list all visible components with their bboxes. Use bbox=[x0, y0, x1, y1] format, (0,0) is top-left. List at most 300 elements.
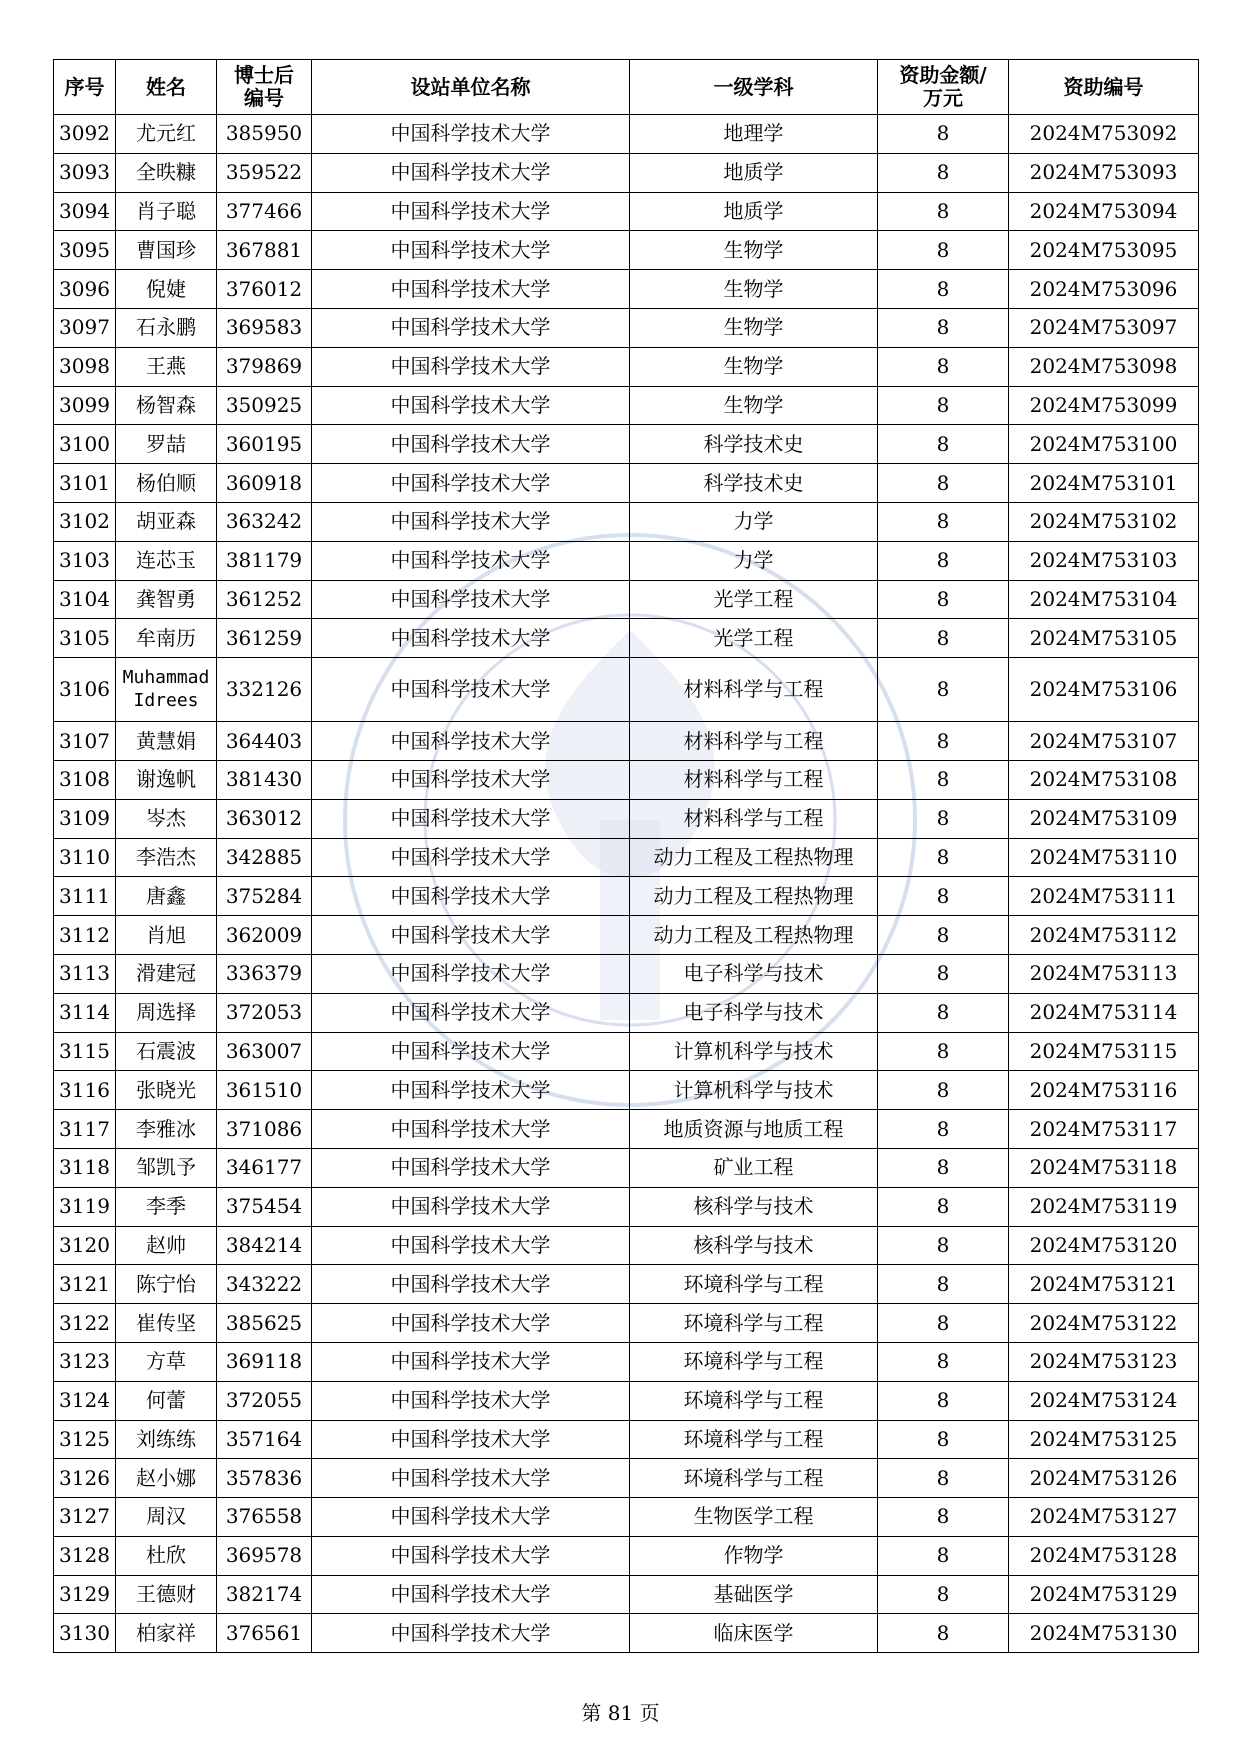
cell-discipline: 力学 bbox=[630, 502, 878, 541]
table-row bbox=[54, 799, 1199, 838]
cell-amount: 8 bbox=[878, 619, 1009, 658]
cell-grant-id: 2024M753106 bbox=[1009, 658, 1199, 722]
table-row bbox=[54, 308, 1199, 347]
cell-station: 中国科学技术大学 bbox=[312, 954, 630, 993]
cell-amount: 8 bbox=[878, 658, 1009, 722]
cell-grant-id: 2024M753129 bbox=[1009, 1575, 1199, 1614]
cell-amount: 8 bbox=[878, 1265, 1009, 1304]
cell-grant-id: 2024M753115 bbox=[1009, 1032, 1199, 1071]
cell-station: 中国科学技术大学 bbox=[312, 1536, 630, 1575]
cell-postdoc-id: 375284 bbox=[217, 877, 312, 916]
cell-discipline: 地质学 bbox=[630, 192, 878, 231]
header-name: 姓名 bbox=[116, 60, 217, 115]
cell-grant-id: 2024M753098 bbox=[1009, 347, 1199, 386]
cell-postdoc-id: 369578 bbox=[217, 1536, 312, 1575]
cell-seq: 3093 bbox=[54, 153, 116, 192]
cell-grant-id: 2024M753118 bbox=[1009, 1148, 1199, 1187]
cell-station: 中国科学技术大学 bbox=[312, 115, 630, 154]
table-row bbox=[54, 760, 1199, 799]
table-row bbox=[54, 1498, 1199, 1537]
table-row bbox=[54, 722, 1199, 761]
cell-discipline: 基础医学 bbox=[630, 1575, 878, 1614]
cell-postdoc-id: 361259 bbox=[217, 619, 312, 658]
table-row bbox=[54, 1226, 1199, 1265]
cell-name: 周汉 bbox=[116, 1498, 217, 1537]
cell-station: 中国科学技术大学 bbox=[312, 1265, 630, 1304]
table-row bbox=[54, 1187, 1199, 1226]
cell-seq: 3117 bbox=[54, 1110, 116, 1149]
table-row bbox=[54, 1459, 1199, 1498]
cell-name: 石震波 bbox=[116, 1032, 217, 1071]
cell-seq: 3127 bbox=[54, 1498, 116, 1537]
cell-discipline: 生物学 bbox=[630, 386, 878, 425]
cell-discipline: 环境科学与工程 bbox=[630, 1381, 878, 1420]
cell-amount: 8 bbox=[878, 993, 1009, 1032]
cell-station: 中国科学技术大学 bbox=[312, 1187, 630, 1226]
cell-name: 杨伯顺 bbox=[116, 464, 217, 503]
cell-grant-id: 2024M753126 bbox=[1009, 1459, 1199, 1498]
cell-grant-id: 2024M753125 bbox=[1009, 1420, 1199, 1459]
cell-grant-id: 2024M753096 bbox=[1009, 270, 1199, 309]
cell-discipline: 地理学 bbox=[630, 115, 878, 154]
cell-amount: 8 bbox=[878, 425, 1009, 464]
cell-station: 中国科学技术大学 bbox=[312, 541, 630, 580]
cell-seq: 3118 bbox=[54, 1148, 116, 1187]
cell-grant-id: 2024M753130 bbox=[1009, 1614, 1199, 1653]
cell-postdoc-id: 375454 bbox=[217, 1187, 312, 1226]
cell-grant-id: 2024M753094 bbox=[1009, 192, 1199, 231]
cell-station: 中国科学技术大学 bbox=[312, 1304, 630, 1343]
cell-amount: 8 bbox=[878, 502, 1009, 541]
cell-name: 周选择 bbox=[116, 993, 217, 1032]
table-row bbox=[54, 993, 1199, 1032]
cell-discipline: 科学技术史 bbox=[630, 464, 878, 503]
cell-amount: 8 bbox=[878, 1187, 1009, 1226]
cell-grant-id: 2024M753128 bbox=[1009, 1536, 1199, 1575]
cell-grant-id: 2024M753102 bbox=[1009, 502, 1199, 541]
cell-amount: 8 bbox=[878, 1381, 1009, 1420]
cell-seq: 3124 bbox=[54, 1381, 116, 1420]
cell-discipline: 力学 bbox=[630, 541, 878, 580]
cell-station: 中国科学技术大学 bbox=[312, 916, 630, 955]
cell-name: 王燕 bbox=[116, 347, 217, 386]
cell-station: 中国科学技术大学 bbox=[312, 993, 630, 1032]
cell-station: 中国科学技术大学 bbox=[312, 1226, 630, 1265]
cell-seq: 3094 bbox=[54, 192, 116, 231]
cell-discipline: 核科学与技术 bbox=[630, 1187, 878, 1226]
cell-amount: 8 bbox=[878, 580, 1009, 619]
cell-grant-id: 2024M753120 bbox=[1009, 1226, 1199, 1265]
cell-name: 肖子聪 bbox=[116, 192, 217, 231]
cell-postdoc-id: 350925 bbox=[217, 386, 312, 425]
cell-grant-id: 2024M753127 bbox=[1009, 1498, 1199, 1537]
cell-name: 滑建冠 bbox=[116, 954, 217, 993]
cell-postdoc-id: 359522 bbox=[217, 153, 312, 192]
table-row bbox=[54, 619, 1199, 658]
cell-seq: 3113 bbox=[54, 954, 116, 993]
cell-grant-id: 2024M753116 bbox=[1009, 1071, 1199, 1110]
cell-name: 崔传坚 bbox=[116, 1304, 217, 1343]
cell-station: 中国科学技术大学 bbox=[312, 464, 630, 503]
cell-name: Muhammad Idrees bbox=[116, 658, 217, 722]
header-amount-label: 资助金额/万元 bbox=[899, 63, 987, 110]
cell-station: 中国科学技术大学 bbox=[312, 347, 630, 386]
cell-station: 中国科学技术大学 bbox=[312, 231, 630, 270]
cell-postdoc-id: 382174 bbox=[217, 1575, 312, 1614]
cell-discipline: 动力工程及工程热物理 bbox=[630, 877, 878, 916]
cell-amount: 8 bbox=[878, 1304, 1009, 1343]
cell-amount: 8 bbox=[878, 1420, 1009, 1459]
table-row bbox=[54, 1420, 1199, 1459]
cell-station: 中国科学技术大学 bbox=[312, 386, 630, 425]
cell-grant-id: 2024M753121 bbox=[1009, 1265, 1199, 1304]
cell-station: 中国科学技术大学 bbox=[312, 1148, 630, 1187]
header-postdoc-id-label: 博士后编号 bbox=[234, 63, 294, 110]
cell-amount: 8 bbox=[878, 1032, 1009, 1071]
cell-grant-id: 2024M753099 bbox=[1009, 386, 1199, 425]
cell-discipline: 核科学与技术 bbox=[630, 1226, 878, 1265]
cell-seq: 3104 bbox=[54, 580, 116, 619]
cell-station: 中国科学技术大学 bbox=[312, 502, 630, 541]
cell-name: 谢逸帆 bbox=[116, 760, 217, 799]
cell-station: 中国科学技术大学 bbox=[312, 1342, 630, 1381]
cell-seq: 3129 bbox=[54, 1575, 116, 1614]
cell-discipline: 电子科学与技术 bbox=[630, 954, 878, 993]
cell-discipline: 材料科学与工程 bbox=[630, 722, 878, 761]
table-header-row bbox=[54, 60, 1199, 115]
cell-postdoc-id: 367881 bbox=[217, 231, 312, 270]
cell-seq: 3116 bbox=[54, 1071, 116, 1110]
table-row bbox=[54, 580, 1199, 619]
cell-grant-id: 2024M753097 bbox=[1009, 308, 1199, 347]
cell-discipline: 矿业工程 bbox=[630, 1148, 878, 1187]
cell-station: 中国科学技术大学 bbox=[312, 838, 630, 877]
cell-postdoc-id: 332126 bbox=[217, 658, 312, 722]
cell-name: 何蕾 bbox=[116, 1381, 217, 1420]
table-row bbox=[54, 502, 1199, 541]
cell-grant-id: 2024M753109 bbox=[1009, 799, 1199, 838]
cell-name: 刘练练 bbox=[116, 1420, 217, 1459]
cell-postdoc-id: 376012 bbox=[217, 270, 312, 309]
table-row bbox=[54, 1148, 1199, 1187]
cell-amount: 8 bbox=[878, 722, 1009, 761]
cell-seq: 3112 bbox=[54, 916, 116, 955]
cell-grant-id: 2024M753092 bbox=[1009, 115, 1199, 154]
cell-discipline: 生物学 bbox=[630, 347, 878, 386]
cell-station: 中国科学技术大学 bbox=[312, 1498, 630, 1537]
cell-name: 张晓光 bbox=[116, 1071, 217, 1110]
cell-amount: 8 bbox=[878, 1226, 1009, 1265]
cell-name: 赵帅 bbox=[116, 1226, 217, 1265]
cell-discipline: 生物学 bbox=[630, 231, 878, 270]
header-station: 设站单位名称 bbox=[312, 60, 630, 115]
cell-seq: 3128 bbox=[54, 1536, 116, 1575]
cell-seq: 3114 bbox=[54, 993, 116, 1032]
cell-seq: 3100 bbox=[54, 425, 116, 464]
cell-name: 胡亚森 bbox=[116, 502, 217, 541]
cell-name: 方草 bbox=[116, 1342, 217, 1381]
cell-grant-id: 2024M753108 bbox=[1009, 760, 1199, 799]
table-row bbox=[54, 1342, 1199, 1381]
cell-name: 柏家祥 bbox=[116, 1614, 217, 1653]
cell-postdoc-id: 376561 bbox=[217, 1614, 312, 1653]
cell-grant-id: 2024M753103 bbox=[1009, 541, 1199, 580]
table-row bbox=[54, 347, 1199, 386]
table-row bbox=[54, 1110, 1199, 1149]
cell-grant-id: 2024M753124 bbox=[1009, 1381, 1199, 1420]
cell-discipline: 环境科学与工程 bbox=[630, 1459, 878, 1498]
table-row bbox=[54, 954, 1199, 993]
cell-postdoc-id: 357164 bbox=[217, 1420, 312, 1459]
cell-discipline: 光学工程 bbox=[630, 580, 878, 619]
cell-postdoc-id: 360918 bbox=[217, 464, 312, 503]
cell-postdoc-id: 372055 bbox=[217, 1381, 312, 1420]
cell-seq: 3103 bbox=[54, 541, 116, 580]
cell-discipline: 材料科学与工程 bbox=[630, 760, 878, 799]
cell-postdoc-id: 364403 bbox=[217, 722, 312, 761]
cell-station: 中国科学技术大学 bbox=[312, 799, 630, 838]
cell-seq: 3108 bbox=[54, 760, 116, 799]
cell-amount: 8 bbox=[878, 877, 1009, 916]
cell-seq: 3111 bbox=[54, 877, 116, 916]
cell-discipline: 科学技术史 bbox=[630, 425, 878, 464]
cell-discipline: 地质资源与地质工程 bbox=[630, 1110, 878, 1149]
table-row bbox=[54, 541, 1199, 580]
cell-postdoc-id: 381179 bbox=[217, 541, 312, 580]
cell-name: 黄慧娟 bbox=[116, 722, 217, 761]
cell-station: 中国科学技术大学 bbox=[312, 153, 630, 192]
cell-station: 中国科学技术大学 bbox=[312, 1614, 630, 1653]
cell-amount: 8 bbox=[878, 838, 1009, 877]
cell-station: 中国科学技术大学 bbox=[312, 1459, 630, 1498]
cell-postdoc-id: 346177 bbox=[217, 1148, 312, 1187]
table-row bbox=[54, 1265, 1199, 1304]
cell-amount: 8 bbox=[878, 1536, 1009, 1575]
cell-amount: 8 bbox=[878, 1459, 1009, 1498]
cell-station: 中国科学技术大学 bbox=[312, 308, 630, 347]
cell-postdoc-id: 381430 bbox=[217, 760, 312, 799]
cell-seq: 3109 bbox=[54, 799, 116, 838]
cell-amount: 8 bbox=[878, 916, 1009, 955]
cell-postdoc-id: 363242 bbox=[217, 502, 312, 541]
cell-seq: 3106 bbox=[54, 658, 116, 722]
cell-grant-id: 2024M753111 bbox=[1009, 877, 1199, 916]
cell-name: 倪婕 bbox=[116, 270, 217, 309]
cell-station: 中国科学技术大学 bbox=[312, 619, 630, 658]
cell-postdoc-id: 384214 bbox=[217, 1226, 312, 1265]
cell-name: 全昳糠 bbox=[116, 153, 217, 192]
cell-amount: 8 bbox=[878, 1342, 1009, 1381]
cell-seq: 3101 bbox=[54, 464, 116, 503]
cell-discipline: 计算机科学与技术 bbox=[630, 1032, 878, 1071]
table-row bbox=[54, 115, 1199, 154]
cell-seq: 3119 bbox=[54, 1187, 116, 1226]
cell-amount: 8 bbox=[878, 464, 1009, 503]
cell-name: 石永鹏 bbox=[116, 308, 217, 347]
cell-name: 邹凯予 bbox=[116, 1148, 217, 1187]
cell-seq: 3126 bbox=[54, 1459, 116, 1498]
cell-amount: 8 bbox=[878, 270, 1009, 309]
cell-postdoc-id: 369583 bbox=[217, 308, 312, 347]
cell-station: 中国科学技术大学 bbox=[312, 1110, 630, 1149]
cell-amount: 8 bbox=[878, 308, 1009, 347]
cell-station: 中国科学技术大学 bbox=[312, 1071, 630, 1110]
cell-discipline: 临床医学 bbox=[630, 1614, 878, 1653]
cell-grant-id: 2024M753119 bbox=[1009, 1187, 1199, 1226]
cell-grant-id: 2024M753112 bbox=[1009, 916, 1199, 955]
cell-station: 中国科学技术大学 bbox=[312, 658, 630, 722]
cell-station: 中国科学技术大学 bbox=[312, 722, 630, 761]
cell-seq: 3107 bbox=[54, 722, 116, 761]
table-row bbox=[54, 192, 1199, 231]
table-row bbox=[54, 270, 1199, 309]
cell-name: 连芯玉 bbox=[116, 541, 217, 580]
table-row bbox=[54, 658, 1199, 722]
cell-discipline: 作物学 bbox=[630, 1536, 878, 1575]
cell-seq: 3120 bbox=[54, 1226, 116, 1265]
cell-station: 中国科学技术大学 bbox=[312, 192, 630, 231]
cell-postdoc-id: 363012 bbox=[217, 799, 312, 838]
cell-name: 李雅冰 bbox=[116, 1110, 217, 1149]
cell-amount: 8 bbox=[878, 541, 1009, 580]
cell-amount: 8 bbox=[878, 799, 1009, 838]
cell-discipline: 环境科学与工程 bbox=[630, 1342, 878, 1381]
cell-seq: 3105 bbox=[54, 619, 116, 658]
page-number: 第 81 页 bbox=[581, 1701, 660, 1725]
cell-amount: 8 bbox=[878, 153, 1009, 192]
table-row bbox=[54, 153, 1199, 192]
cell-postdoc-id: 363007 bbox=[217, 1032, 312, 1071]
cell-grant-id: 2024M753104 bbox=[1009, 580, 1199, 619]
cell-postdoc-id: 342885 bbox=[217, 838, 312, 877]
cell-discipline: 生物学 bbox=[630, 270, 878, 309]
cell-discipline: 材料科学与工程 bbox=[630, 799, 878, 838]
cell-postdoc-id: 360195 bbox=[217, 425, 312, 464]
cell-postdoc-id: 369118 bbox=[217, 1342, 312, 1381]
table-row bbox=[54, 386, 1199, 425]
header-seq: 序号 bbox=[54, 60, 116, 115]
cell-postdoc-id: 376558 bbox=[217, 1498, 312, 1537]
cell-postdoc-id: 336379 bbox=[217, 954, 312, 993]
cell-discipline: 材料科学与工程 bbox=[630, 658, 878, 722]
cell-amount: 8 bbox=[878, 231, 1009, 270]
cell-grant-id: 2024M753123 bbox=[1009, 1342, 1199, 1381]
cell-amount: 8 bbox=[878, 1110, 1009, 1149]
cell-seq: 3115 bbox=[54, 1032, 116, 1071]
cell-postdoc-id: 371086 bbox=[217, 1110, 312, 1149]
cell-amount: 8 bbox=[878, 760, 1009, 799]
cell-name: 岑杰 bbox=[116, 799, 217, 838]
table-row bbox=[54, 464, 1199, 503]
cell-grant-id: 2024M753101 bbox=[1009, 464, 1199, 503]
cell-postdoc-id: 361252 bbox=[217, 580, 312, 619]
cell-amount: 8 bbox=[878, 1071, 1009, 1110]
cell-discipline: 环境科学与工程 bbox=[630, 1265, 878, 1304]
cell-name: 陈宁怡 bbox=[116, 1265, 217, 1304]
cell-discipline: 地质学 bbox=[630, 153, 878, 192]
table-row bbox=[54, 1575, 1199, 1614]
table-row bbox=[54, 1032, 1199, 1071]
grant-roster-table bbox=[53, 59, 1199, 1653]
cell-grant-id: 2024M753100 bbox=[1009, 425, 1199, 464]
cell-station: 中国科学技术大学 bbox=[312, 580, 630, 619]
cell-grant-id: 2024M753114 bbox=[1009, 993, 1199, 1032]
cell-postdoc-id: 361510 bbox=[217, 1071, 312, 1110]
cell-name: 杜欣 bbox=[116, 1536, 217, 1575]
cell-seq: 3122 bbox=[54, 1304, 116, 1343]
cell-name: 龚智勇 bbox=[116, 580, 217, 619]
cell-grant-id: 2024M753093 bbox=[1009, 153, 1199, 192]
cell-amount: 8 bbox=[878, 1614, 1009, 1653]
cell-postdoc-id: 385625 bbox=[217, 1304, 312, 1343]
cell-grant-id: 2024M753105 bbox=[1009, 619, 1199, 658]
cell-amount: 8 bbox=[878, 386, 1009, 425]
cell-postdoc-id: 362009 bbox=[217, 916, 312, 955]
table-row bbox=[54, 1381, 1199, 1420]
cell-name: 王德财 bbox=[116, 1575, 217, 1614]
cell-station: 中国科学技术大学 bbox=[312, 877, 630, 916]
cell-station: 中国科学技术大学 bbox=[312, 1420, 630, 1459]
cell-name: 李浩杰 bbox=[116, 838, 217, 877]
cell-name: 唐鑫 bbox=[116, 877, 217, 916]
table-row bbox=[54, 1071, 1199, 1110]
cell-name: 李季 bbox=[116, 1187, 217, 1226]
cell-amount: 8 bbox=[878, 192, 1009, 231]
cell-seq: 3121 bbox=[54, 1265, 116, 1304]
cell-seq: 3125 bbox=[54, 1420, 116, 1459]
cell-discipline: 光学工程 bbox=[630, 619, 878, 658]
cell-grant-id: 2024M753113 bbox=[1009, 954, 1199, 993]
cell-postdoc-id: 357836 bbox=[217, 1459, 312, 1498]
cell-station: 中国科学技术大学 bbox=[312, 1032, 630, 1071]
table-body bbox=[54, 115, 1199, 1653]
cell-seq: 3110 bbox=[54, 838, 116, 877]
table-row bbox=[54, 877, 1199, 916]
cell-seq: 3097 bbox=[54, 308, 116, 347]
cell-seq: 3099 bbox=[54, 386, 116, 425]
cell-name: 杨智森 bbox=[116, 386, 217, 425]
cell-discipline: 计算机科学与技术 bbox=[630, 1071, 878, 1110]
cell-discipline: 环境科学与工程 bbox=[630, 1420, 878, 1459]
cell-postdoc-id: 343222 bbox=[217, 1265, 312, 1304]
cell-station: 中国科学技术大学 bbox=[312, 1575, 630, 1614]
cell-grant-id: 2024M753107 bbox=[1009, 722, 1199, 761]
cell-seq: 3096 bbox=[54, 270, 116, 309]
cell-amount: 8 bbox=[878, 347, 1009, 386]
cell-postdoc-id: 379869 bbox=[217, 347, 312, 386]
cell-grant-id: 2024M753110 bbox=[1009, 838, 1199, 877]
cell-seq: 3092 bbox=[54, 115, 116, 154]
cell-name: 赵小娜 bbox=[116, 1459, 217, 1498]
header-grant-id: 资助编号 bbox=[1009, 60, 1199, 115]
cell-grant-id: 2024M753117 bbox=[1009, 1110, 1199, 1149]
cell-seq: 3130 bbox=[54, 1614, 116, 1653]
table-row bbox=[54, 838, 1199, 877]
table-row bbox=[54, 1304, 1199, 1343]
cell-name: 肖旭 bbox=[116, 916, 217, 955]
cell-seq: 3123 bbox=[54, 1342, 116, 1381]
cell-postdoc-id: 385950 bbox=[217, 115, 312, 154]
table-row bbox=[54, 1614, 1199, 1653]
cell-amount: 8 bbox=[878, 115, 1009, 154]
cell-station: 中国科学技术大学 bbox=[312, 425, 630, 464]
header-discipline: 一级学科 bbox=[630, 60, 878, 115]
cell-station: 中国科学技术大学 bbox=[312, 1381, 630, 1420]
cell-discipline: 电子科学与技术 bbox=[630, 993, 878, 1032]
cell-name: 罗喆 bbox=[116, 425, 217, 464]
cell-grant-id: 2024M753095 bbox=[1009, 231, 1199, 270]
cell-amount: 8 bbox=[878, 1498, 1009, 1537]
